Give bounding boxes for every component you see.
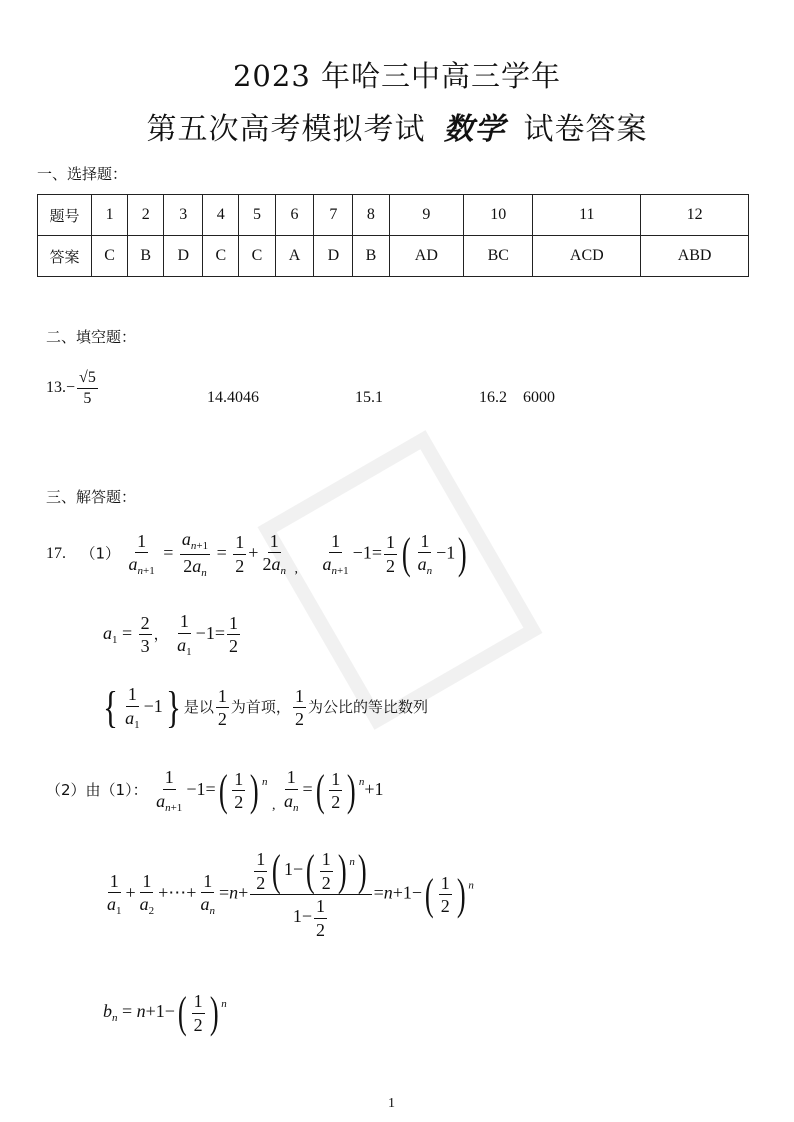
q-answer: D bbox=[314, 236, 353, 277]
q-answer: B bbox=[128, 236, 164, 277]
row-label-answer: 答案 bbox=[38, 236, 92, 277]
answer-14: 14.4046 bbox=[207, 389, 259, 406]
q-answer: D bbox=[164, 236, 203, 277]
geom-text-1: 是以 bbox=[183, 697, 214, 716]
section2-heading: 二、填空题： bbox=[46, 328, 137, 346]
q-number: 7 bbox=[314, 195, 353, 236]
q-answer: C bbox=[203, 236, 239, 277]
q17-part1-label: （1） bbox=[80, 544, 121, 563]
answer-table bbox=[37, 194, 749, 277]
q-number: 1 bbox=[92, 195, 128, 236]
q-number: 2 bbox=[128, 195, 164, 236]
q-number: 11 bbox=[533, 195, 641, 236]
q13-fraction bbox=[77, 368, 98, 409]
geom-text-2: 为首项， bbox=[230, 697, 291, 716]
section1-heading: 一、选择题： bbox=[37, 165, 128, 183]
answer-15: 15.1 bbox=[355, 389, 383, 406]
watermark-icon bbox=[250, 430, 550, 730]
q-answer: C bbox=[92, 236, 128, 277]
q-number: 8 bbox=[353, 195, 389, 236]
q-number: 5 bbox=[239, 195, 275, 236]
q13-numerator: √5 bbox=[77, 368, 98, 389]
page-number: 1 bbox=[388, 1096, 395, 1111]
section3-heading: 三、解答题： bbox=[46, 488, 137, 506]
q17-part1-line1: 17. （1） $\frac{1}{a_{n+1}}$ = $\frac{a_{n+1}}{2a_n}$ = $\frac{1}{2}$ + $\frac{1}{2a_n}$ $_,$ $\frac{1}{a_{n+1}}$ −1= $\frac{1}{2}$ ( $\frac{1}{a_n}$ −1) bbox=[46, 529, 468, 579]
geom-text-3: 为公比的等比数列 bbox=[307, 697, 428, 716]
q-answer: ACD bbox=[533, 236, 641, 277]
q13-denominator: 5 bbox=[83, 390, 92, 407]
q-answer: B bbox=[353, 236, 389, 277]
title-subject: 数学 bbox=[443, 112, 506, 147]
q13-prefix: 13.− bbox=[46, 379, 76, 397]
row-label-number: 题号 bbox=[38, 195, 92, 236]
title-suffix: 试卷答案 bbox=[523, 112, 648, 147]
answer-16: 16.2 6000 bbox=[479, 389, 555, 406]
answer-13 bbox=[46, 368, 100, 409]
q-answer: A bbox=[275, 236, 314, 277]
q-number: 6 bbox=[275, 195, 314, 236]
q-answer: C bbox=[239, 236, 275, 277]
table-row-answers bbox=[38, 236, 749, 277]
q-number: 9 bbox=[389, 195, 464, 236]
table-row-numbers bbox=[38, 195, 749, 236]
page-title-line1: 2023 年哈三中高三学年 bbox=[232, 59, 562, 93]
q-number: 10 bbox=[464, 195, 533, 236]
page-title-line2 bbox=[0, 104, 794, 148]
q17-part2-line1: （2）由（1）： $\frac{1}{a_{n+1}}$ −1=( $\frac{1}{2}$ ) $^n$ $_,$ $\frac{1}{a_n}$ =( $\frac{1}{2}$ ) $^n$+1 bbox=[46, 765, 384, 815]
q-number: 12 bbox=[641, 195, 749, 236]
q17-part2-label: （2）由（1）： bbox=[46, 780, 148, 799]
q17-part2-line2: $\frac{1}{a_1}$ + $\frac{1}{a_2}$ +⋯+ $\frac{1}{a_n}$ =n+ $\frac{1}{2}$ ( 1−( $\frac{1}{2}$ ) $^n$) 1− $\frac{1}{2}$ =n+1−( $\frac{1}{2}$ ) $^n$ bbox=[107, 846, 474, 940]
q-answer: AD bbox=[389, 236, 464, 277]
q17-part1-line3: { $\frac{1}{a_1}$ −1} 是以 $\frac{1}{2}$ 为首项， $\frac{1}{2}$ 为公比的等比数列 bbox=[103, 682, 428, 732]
q17-part1-line2: $a_1$ = $\frac{2}{3}$ ， $\frac{1}{a_1}$ −1= $\frac{1}{2}$ bbox=[103, 611, 238, 658]
title-prefix: 第五次高考模拟考试 bbox=[146, 112, 426, 147]
q-number: 4 bbox=[203, 195, 239, 236]
q-number: 3 bbox=[164, 195, 203, 236]
q17-part2-line3: $b_n = n+1-$( $\frac{1}{2}$ ) $^n$ bbox=[103, 988, 227, 1037]
q17-label: 17. bbox=[46, 545, 66, 563]
q-answer: ABD bbox=[641, 236, 749, 277]
q-answer: BC bbox=[464, 236, 533, 277]
